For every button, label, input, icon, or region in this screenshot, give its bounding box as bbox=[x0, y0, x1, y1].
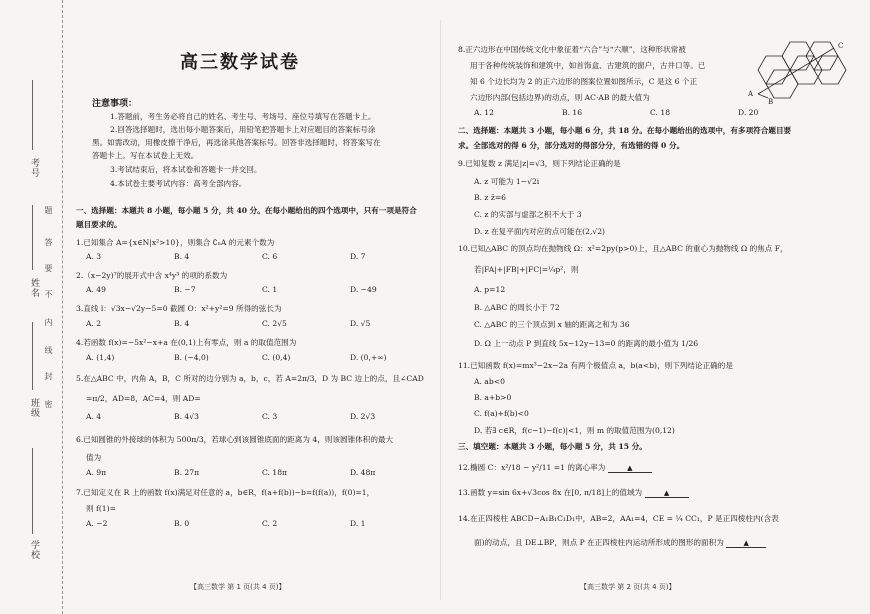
q7-options bbox=[86, 519, 438, 528]
question-9: 9.已知复数 z 满足|z|=√3，则下列结论正确的是 bbox=[458, 159, 621, 168]
class-label: 班级 bbox=[29, 398, 39, 418]
option: D. −49 bbox=[350, 285, 377, 294]
option: B. 0 bbox=[174, 519, 190, 528]
option: B. 4√3 bbox=[174, 412, 199, 421]
option: A. 2 bbox=[86, 319, 102, 328]
question-4: 4.若函数 f(x)=−5x²−x+a 在(0,1)上有零点，则 a 的取值范围为 bbox=[76, 338, 297, 347]
question-5-cont: =π/2，AD=8，AC=4，则 AD= bbox=[86, 394, 201, 403]
column-divider bbox=[440, 20, 441, 600]
question-5: 5.在△ABC 中，内角 A，B，C 所对的边分别为 a，b，c，若 A=2π/3，D 为 BC 边上的点，且∠CAD bbox=[76, 374, 424, 383]
q10-option: A. p=12 bbox=[474, 285, 506, 294]
question-10: 10.已知△ABC 的顶点均在抛物线 Ω：x²=2py(p>0)上，且△ABC 的重心为抛物线 Ω 的焦点 F， bbox=[458, 244, 788, 253]
exam-no-line bbox=[32, 80, 33, 150]
seal-char: 题 bbox=[44, 206, 53, 214]
option: C. 3 bbox=[262, 412, 278, 421]
seal-char: 要 bbox=[44, 264, 53, 272]
q5-options bbox=[86, 412, 438, 421]
question-8: 8.正六边形在中国传统文化中象征着“六合”与“六顺”，这种形状常被 bbox=[458, 45, 686, 54]
seal-char: 答 bbox=[44, 238, 53, 246]
q11-option: B. a+b>0 bbox=[474, 393, 512, 402]
question-8-cont: 用于各种传统装饰和建筑中，如首饰盒、古建筑的窗户，古井口等。已 bbox=[470, 61, 706, 70]
footer-right: 【高三数学 第 2 页(共 4 页)】 bbox=[580, 583, 676, 591]
answer-blank: ▲ bbox=[726, 539, 766, 548]
section1-header: 一、选择题：本题共 8 小题，每小题 5 分，共 40 分。在每小题给出的四个选项中，只有一项是符合 bbox=[76, 206, 417, 215]
q10-option: C. △ABC 的三个顶点到 x 轴的距离之和为 36 bbox=[474, 320, 630, 329]
option: D. 2√3 bbox=[350, 412, 376, 421]
q9-option: A. z 可能为 1−√2i bbox=[474, 177, 540, 186]
option: C. 1 bbox=[262, 285, 278, 294]
question-12 bbox=[458, 462, 652, 473]
seal-char: 线 bbox=[44, 346, 53, 354]
option: D. 20 bbox=[738, 108, 759, 117]
page-title: 高三数学试卷 bbox=[180, 52, 300, 73]
hexagon-figure bbox=[746, 40, 856, 104]
notice-item: 1.答题前，考生务必将自己的姓名、考生号、考场号、座位号填写在答题卡上。 bbox=[110, 112, 376, 121]
option: D. √5 bbox=[350, 319, 371, 328]
notice-heading: 注意事项： bbox=[92, 99, 138, 109]
q11-option: C. f(a)+f(b)<0 bbox=[474, 409, 529, 418]
class-line bbox=[32, 322, 33, 390]
question-6-cont: 值为 bbox=[86, 453, 102, 462]
question-14-cont bbox=[474, 537, 766, 548]
name-label: 姓名 bbox=[29, 278, 39, 298]
q10-option: D. Ω 上一动点 P 到直线 5x−12y−13=0 的距离的最小值为 1/26 bbox=[474, 339, 699, 348]
notice-item: 黑。如需改动，用橡皮擦干净后，再选涂其他答案标号。回答非选择题时，将答案写在 bbox=[92, 138, 381, 147]
q6-options bbox=[86, 468, 438, 477]
question-14-text: 面)的动点，且 DE⊥BP，则点 P 在正四棱柱内运动所形成的图形的面积为 bbox=[474, 538, 724, 547]
option: A. 49 bbox=[86, 285, 106, 294]
section3-header: 三、填空题：本题共 3 小题，每小题 5 分，共 15 分。 bbox=[458, 442, 647, 451]
notice-item: 3.考试结束后，将本试卷和答题卡一并交回。 bbox=[110, 165, 262, 174]
option: A. 12 bbox=[474, 108, 494, 117]
q10-option: B. △ABC 的周长小于 72 bbox=[474, 303, 560, 312]
section1-header-cont: 题目要求的。 bbox=[76, 220, 122, 229]
q9-option: B. z z̄=6 bbox=[474, 193, 507, 202]
option: B. 27π bbox=[174, 468, 200, 477]
point-b-label: B bbox=[768, 98, 774, 104]
question-13-text: 13.函数 y=sin 6x+√3cos 8x 在[0, π/18]上的值域为 bbox=[458, 488, 643, 497]
question-6: 6.已知圆锥的外接球的体积为 500π/3，若球心到该圆锥底面的距离为 4，则该圆锥体积的最大 bbox=[76, 435, 394, 444]
vector-ab-line bbox=[758, 94, 768, 98]
option: A. (1,4) bbox=[86, 353, 115, 362]
option: C. 2√5 bbox=[262, 319, 287, 328]
question-3: 3.直线 l：√3x−√2y−5=0 截圆 O：x²+y²=9 所得的弦长为 bbox=[76, 304, 282, 313]
option: C. 2 bbox=[262, 519, 278, 528]
school-line bbox=[32, 448, 33, 534]
question-7: 7.已知定义在 R 上的函数 f(x)满足对任意的 a，b∈R，f(a+f(b))−b=f(f(a))，f(0)=1， bbox=[76, 488, 375, 497]
option: D. 48π bbox=[350, 468, 376, 477]
name-line bbox=[32, 205, 33, 270]
option: A. 9π bbox=[86, 468, 107, 477]
question-13 bbox=[458, 487, 689, 498]
question-2: 2.（x−2y)⁷的展开式中含 x⁴y³ 的项的系数为 bbox=[76, 271, 228, 280]
answer-blank: ▲ bbox=[645, 489, 689, 498]
notice-item: 4.本试卷主要考试内容：高考全部内容。 bbox=[110, 179, 247, 188]
option: C. 18 bbox=[650, 108, 671, 117]
footer-left: 【高三数学 第 1 页(共 4 页)】 bbox=[190, 583, 286, 591]
option: D. 1 bbox=[350, 519, 366, 528]
q3-options bbox=[86, 319, 438, 328]
q4-options bbox=[86, 353, 438, 362]
point-c-label: C bbox=[838, 42, 844, 50]
question-14: 14.在正四棱柱 ABCD−A₁B₁C₁D₁中，AB=2，AA₁=4，CE = ¼ CC₁，P 是正四棱柱内(含表 bbox=[458, 514, 779, 523]
answer-blank: ▲ bbox=[608, 464, 652, 473]
exam-no-label: 考号 bbox=[29, 158, 39, 178]
option: C. 18π bbox=[262, 468, 288, 477]
notice-item: 答题卡上。写在本试卷上无效。 bbox=[92, 151, 199, 160]
option: A. 3 bbox=[86, 252, 102, 261]
option: A. 4 bbox=[86, 412, 102, 421]
seal-char: 密 bbox=[44, 400, 53, 408]
q8-options bbox=[474, 108, 826, 117]
option: D. (0,+∞) bbox=[350, 353, 387, 362]
question-1: 1.已知集合 A={x∈N|x²>10}，则集合 ∁ₙA 的元素个数为 bbox=[76, 238, 275, 247]
option: D. 7 bbox=[350, 252, 366, 261]
seal-char: 不 bbox=[44, 290, 53, 298]
seal-char: 内 bbox=[44, 318, 53, 326]
option: B. (−4,0) bbox=[174, 353, 209, 362]
binding-strip bbox=[0, 0, 63, 614]
question-10-cont: 若|FA|+|FB|+|FC|=¼p²，则 bbox=[474, 265, 579, 274]
school-label: 学校 bbox=[29, 540, 39, 560]
q1-options bbox=[86, 252, 438, 261]
seal-char: 封 bbox=[44, 372, 53, 380]
section2-header: 二、选择题：本题共 3 小题，每小题 6 分，共 18 分。在每小题给出的选项中，有多项符合题目要 bbox=[458, 126, 792, 135]
question-8-cont: 知 6 个边长均为 2 的正六边形的图案位置如图所示，C 是这 6 个正 bbox=[470, 77, 698, 86]
question-12-text: 12.椭圆 C：x²/18 − y²/11 =1 的离心率为 bbox=[458, 463, 606, 472]
section2-header-cont: 求。全部选对的得 6 分，部分选对的得部分分，有选错的得 0 分。 bbox=[458, 141, 685, 150]
q9-option: D. z 在复平面内对应的点可能在(2,√2) bbox=[474, 227, 606, 236]
option: B. 16 bbox=[562, 108, 583, 117]
question-7-cont: 则 f(1)= bbox=[86, 504, 116, 513]
q9-option: C. z 的实部与虚部之积不大于 3 bbox=[474, 210, 582, 219]
q2-options bbox=[86, 285, 438, 294]
option: B. 4 bbox=[174, 319, 190, 328]
q11-option: D. 若∃ c∈R，f(c−1)−f(c)|<1，则 m 的取值范围为(0,12) bbox=[474, 426, 675, 435]
option: C. (0,4) bbox=[262, 353, 291, 362]
option: B. 4 bbox=[174, 252, 190, 261]
option: B. −7 bbox=[174, 285, 196, 294]
point-a-label: A bbox=[748, 90, 754, 98]
question-11: 11.已知函数 f(x)=mx³−2x−2a 有两个极值点 a，b(a<b)，则下列结论正确的是 bbox=[458, 361, 733, 370]
option: C. 6 bbox=[262, 252, 278, 261]
question-8-cont: 六边形内部(包括边界)的动点，则 AC·AB 的最大值为 bbox=[470, 93, 650, 102]
option: A. −2 bbox=[86, 519, 108, 528]
q11-option: A. ab<0 bbox=[474, 377, 505, 386]
notice-item: 2.回答选择题时，选出每小题答案后，用铅笔把答题卡上对应题目的答案标号涂 bbox=[110, 125, 376, 134]
